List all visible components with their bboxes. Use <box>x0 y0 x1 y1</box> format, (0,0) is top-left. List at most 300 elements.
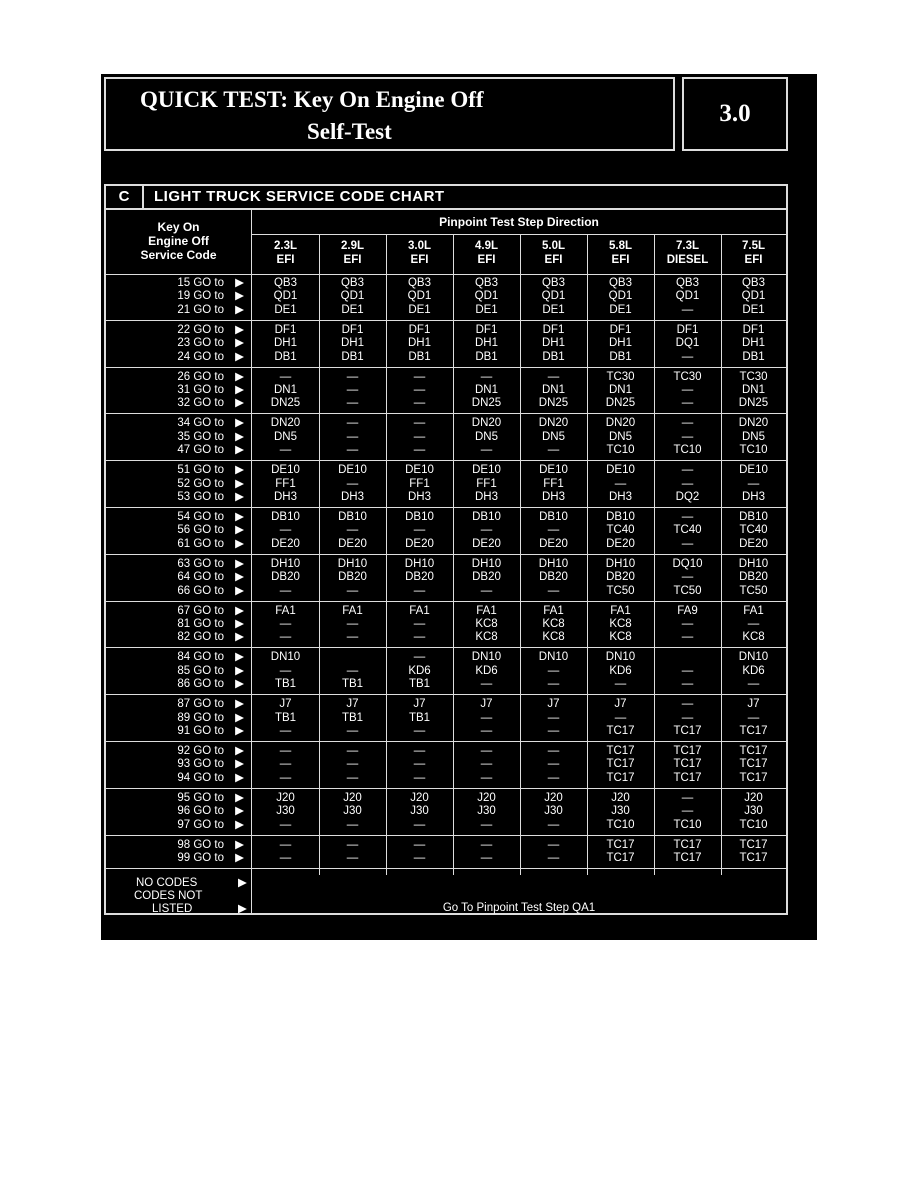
step-cell: DN20 <box>270 417 301 430</box>
page-title: QUICK TEST: Key On Engine Off <box>140 87 484 112</box>
step-cell: DN1 <box>741 384 765 396</box>
step-cell: — <box>681 511 694 523</box>
step-cell: DH10 <box>270 557 301 570</box>
step-cell: FA1 <box>610 604 631 617</box>
go-to-label: GO to <box>193 430 224 443</box>
step-cell: QD1 <box>340 290 365 303</box>
service-code: 34 <box>177 417 191 430</box>
step-cell: DB10 <box>606 511 635 523</box>
step-cell: — <box>547 584 560 597</box>
service-code-label <box>106 491 244 504</box>
step-cell: DH10 <box>738 557 769 570</box>
service-code-label <box>106 431 244 444</box>
step-cell: — <box>279 852 292 864</box>
arrow-icon: ▶ <box>235 631 244 644</box>
divider <box>106 647 786 648</box>
step-cell: DB1 <box>742 350 765 363</box>
service-code-label <box>106 511 244 524</box>
step-cell: DB20 <box>739 571 768 584</box>
step-cell: DN10 <box>270 651 301 664</box>
step-cell: TC30 <box>739 370 768 383</box>
step-cell: KC8 <box>609 631 632 644</box>
step-cell: DN25 <box>471 397 502 410</box>
service-code: 67 <box>177 604 191 617</box>
service-code-label <box>106 478 244 491</box>
step-cell: DH10 <box>404 557 435 570</box>
step-cell: DH1 <box>340 337 364 350</box>
service-code-label <box>106 290 244 303</box>
go-to-label: GO to <box>193 477 224 490</box>
step-cell: DH10 <box>605 557 636 570</box>
go-to-label: GO to <box>193 745 224 757</box>
step-cell: — <box>681 678 694 691</box>
step-cell: FA1 <box>409 604 430 617</box>
step-cell: TC10 <box>739 444 768 457</box>
step-cell: DH10 <box>471 557 502 570</box>
step-cell: — <box>480 771 493 784</box>
step-cell: QD1 <box>608 290 633 303</box>
step-cell: TC17 <box>739 758 768 771</box>
step-cell: KD6 <box>408 664 431 677</box>
step-cell: — <box>279 631 292 644</box>
service-code: 91 <box>177 725 191 737</box>
step-cell: — <box>614 711 627 724</box>
step-cell: DH3 <box>474 491 498 503</box>
step-cell: — <box>413 384 426 396</box>
step-cell: DB10 <box>271 511 300 523</box>
step-cell: DH1 <box>741 337 765 350</box>
arrow-icon: ▶ <box>235 444 244 457</box>
step-cell: TC17 <box>739 838 768 851</box>
step-cell: QD1 <box>741 290 766 303</box>
step-cell: DB20 <box>405 571 434 584</box>
divider <box>106 601 786 602</box>
step-cell: TC10 <box>739 818 768 831</box>
service-code-label <box>106 558 244 571</box>
chart-letter: C <box>106 186 144 208</box>
go-to-label: GO to <box>193 698 224 711</box>
arrow-icon: ▶ <box>238 903 247 915</box>
go-to-label: GO to <box>193 337 224 350</box>
engine-type: DIESEL <box>666 254 709 266</box>
service-code: 89 <box>177 711 191 724</box>
step-cell: — <box>547 852 560 864</box>
step-cell: DF1 <box>542 323 565 336</box>
step-cell: DN20 <box>471 417 502 430</box>
service-code: 82 <box>177 631 191 644</box>
divider <box>106 868 786 869</box>
pinpoint-header: Pinpoint Test Step Direction <box>439 215 599 229</box>
step-cell: — <box>346 838 359 851</box>
arrow-icon: ▶ <box>235 771 244 784</box>
step-cell: QD1 <box>407 290 432 303</box>
step-cell: TC17 <box>606 852 635 864</box>
step-cell: — <box>346 370 359 383</box>
codes-not-label: CODES NOT <box>134 890 203 902</box>
service-code: 93 <box>177 758 191 771</box>
step-cell: — <box>346 524 359 537</box>
step-cell: J7 <box>547 698 560 711</box>
service-code: 52 <box>177 477 191 490</box>
step-cell: — <box>681 384 694 396</box>
arrow-icon: ▶ <box>235 604 244 617</box>
service-code-label <box>106 524 244 537</box>
engine-type: EFI <box>477 254 496 266</box>
service-code: 97 <box>177 818 191 831</box>
step-cell: TB1 <box>408 711 431 724</box>
service-code-label <box>106 792 244 805</box>
step-cell: — <box>681 571 694 584</box>
step-cell: J20 <box>343 791 362 804</box>
step-cell: — <box>681 303 694 316</box>
arrow-icon: ▶ <box>235 337 244 350</box>
arrow-icon: ▶ <box>235 464 244 477</box>
step-cell: — <box>346 477 359 490</box>
step-cell: DE20 <box>405 537 434 550</box>
step-cell: — <box>681 631 694 644</box>
step-cell: — <box>547 745 560 757</box>
step-cell: DH3 <box>340 491 364 503</box>
step-cell: — <box>279 818 292 831</box>
step-cell: DN20 <box>738 417 769 430</box>
step-cell: DE1 <box>274 303 297 316</box>
step-cell: — <box>413 417 426 430</box>
go-to-label: GO to <box>193 350 224 363</box>
service-code-column-header <box>106 210 251 274</box>
step-cell: DB10 <box>338 511 367 523</box>
step-cell: TC10 <box>673 818 702 831</box>
service-code-label <box>106 384 244 397</box>
go-to-label: GO to <box>193 711 224 724</box>
service-code-label <box>106 698 244 711</box>
divider <box>252 234 786 235</box>
service-code: 21 <box>177 303 191 316</box>
step-cell: TC10 <box>673 444 702 457</box>
service-code: 92 <box>177 745 191 757</box>
service-code: 53 <box>177 491 191 503</box>
go-to-label: GO to <box>193 805 224 818</box>
go-to-label: GO to <box>193 651 224 664</box>
step-cell: — <box>413 651 426 664</box>
step-cell: DN5 <box>541 430 565 443</box>
step-cell: TC30 <box>673 370 702 383</box>
divider <box>106 320 786 321</box>
engine-size: 5.8L <box>608 240 632 252</box>
engine-type: EFI <box>343 254 362 266</box>
step-cell: DB1 <box>609 350 632 363</box>
step-cell: QB3 <box>407 277 431 289</box>
engine-type: EFI <box>611 254 630 266</box>
step-cell: — <box>681 664 694 677</box>
service-code: 96 <box>177 805 191 818</box>
step-cell: QD1 <box>273 290 298 303</box>
step-cell: — <box>480 678 493 691</box>
step-cell: FA1 <box>275 604 296 617</box>
service-code-label <box>106 417 244 430</box>
service-code-label <box>106 337 244 350</box>
service-code-label <box>106 839 244 852</box>
step-cell: — <box>547 818 560 831</box>
step-cell: DQ1 <box>675 337 700 350</box>
engine-size: 3.0L <box>407 240 431 252</box>
go-to-label: GO to <box>193 417 224 430</box>
arrow-icon: ▶ <box>235 711 244 724</box>
step-cell: TB1 <box>341 711 364 724</box>
step-cell: KC8 <box>542 631 565 644</box>
step-cell: — <box>747 477 760 490</box>
step-cell: QB3 <box>340 277 364 289</box>
divider <box>106 367 786 368</box>
step-cell: TC17 <box>673 745 702 757</box>
step-cell: DE10 <box>739 464 768 477</box>
arrow-icon: ▶ <box>235 791 244 804</box>
engine-size: 7.3L <box>675 240 699 252</box>
step-cell: J30 <box>410 805 429 818</box>
step-cell: — <box>346 852 359 864</box>
divider <box>106 554 786 555</box>
engine-type: EFI <box>544 254 563 266</box>
step-cell: — <box>279 838 292 851</box>
step-cell: DB20 <box>472 571 501 584</box>
step-cell: — <box>346 664 359 677</box>
service-code-label <box>106 631 244 644</box>
engine-type: EFI <box>276 254 295 266</box>
chart-title: LIGHT TRUCK SERVICE CODE CHART <box>154 188 445 205</box>
go-to-label: GO to <box>193 511 224 523</box>
step-cell: TB1 <box>274 678 297 691</box>
step-cell: QB3 <box>541 277 565 289</box>
go-to-label: GO to <box>193 290 224 303</box>
step-cell: DN10 <box>538 651 569 664</box>
step-cell: — <box>547 444 560 457</box>
service-code-label <box>106 464 244 477</box>
step-cell: DH3 <box>273 491 297 503</box>
go-to-label: GO to <box>193 818 224 831</box>
step-cell: — <box>346 745 359 757</box>
arrow-icon: ▶ <box>235 370 244 383</box>
step-cell: DF1 <box>341 323 364 336</box>
step-cell: DB1 <box>341 350 364 363</box>
step-cell: DN20 <box>605 417 636 430</box>
step-cell: — <box>681 464 694 477</box>
arrow-icon: ▶ <box>235 818 244 831</box>
step-cell: DE20 <box>338 537 367 550</box>
step-cell: — <box>279 524 292 537</box>
service-code-label <box>106 324 244 337</box>
step-cell: DE10 <box>405 464 434 477</box>
step-cell: QB3 <box>474 277 498 289</box>
step-cell: DE1 <box>742 303 765 316</box>
engine-size: 2.3L <box>273 240 297 252</box>
step-cell: — <box>681 805 694 818</box>
step-cell: J30 <box>343 805 362 818</box>
arrow-icon: ▶ <box>235 430 244 443</box>
step-cell: J20 <box>611 791 630 804</box>
step-cell: DB1 <box>408 350 431 363</box>
service-code-label <box>106 772 244 785</box>
step-cell: DE20 <box>739 537 768 550</box>
step-cell: — <box>346 430 359 443</box>
step-cell: TC17 <box>606 838 635 851</box>
step-cell: DQ10 <box>672 557 703 570</box>
step-cell: QD1 <box>675 290 700 303</box>
arrow-icon: ▶ <box>235 698 244 711</box>
step-cell: DE10 <box>539 464 568 477</box>
section-number: 3.0 <box>719 100 751 127</box>
step-cell: DQ2 <box>675 491 700 503</box>
step-cell: — <box>547 725 560 737</box>
go-to-label: GO to <box>193 524 224 537</box>
step-cell: DH1 <box>407 337 431 350</box>
service-code-label <box>106 304 244 317</box>
step-cell: J7 <box>614 698 627 711</box>
service-code-label <box>106 618 244 631</box>
arrow-icon: ▶ <box>235 651 244 664</box>
step-cell: J20 <box>544 791 563 804</box>
arrow-icon: ▶ <box>238 877 247 889</box>
step-cell: — <box>413 584 426 597</box>
go-to-label: GO to <box>193 604 224 617</box>
step-cell: TC17 <box>673 725 702 737</box>
service-code-label <box>106 351 244 364</box>
step-cell: J7 <box>747 698 760 711</box>
step-cell: DH1 <box>474 337 498 350</box>
service-code: 15 <box>177 277 191 289</box>
step-cell: TB1 <box>274 711 297 724</box>
step-cell: DF1 <box>408 323 431 336</box>
step-cell: QB3 <box>273 277 297 289</box>
service-code-label <box>106 605 244 618</box>
step-cell: — <box>547 678 560 691</box>
engine-column-header <box>319 235 386 273</box>
no-codes-label: NO CODES <box>136 877 198 889</box>
service-code: 32 <box>177 397 191 410</box>
step-cell: — <box>413 444 426 457</box>
step-cell: — <box>480 584 493 597</box>
step-cell: DN5 <box>608 430 632 443</box>
step-cell: — <box>413 758 426 771</box>
step-cell: — <box>681 698 694 711</box>
engine-size: 5.0L <box>541 240 565 252</box>
arrow-icon: ▶ <box>235 397 244 410</box>
step-cell: — <box>681 618 694 630</box>
step-cell: — <box>681 350 694 363</box>
step-cell: DN25 <box>538 397 569 410</box>
step-cell: FF1 <box>476 477 497 490</box>
step-cell: J30 <box>544 805 563 818</box>
service-code-label <box>106 725 244 738</box>
step-cell: — <box>346 758 359 771</box>
step-cell: — <box>480 725 493 737</box>
arrow-icon: ▶ <box>235 323 244 336</box>
step-cell: TC50 <box>606 584 635 597</box>
service-code: 31 <box>177 384 191 396</box>
go-to-label: GO to <box>193 384 224 396</box>
step-cell: — <box>346 384 359 396</box>
step-cell: J20 <box>477 791 496 804</box>
step-cell: DN25 <box>270 397 301 410</box>
step-cell: DN5 <box>741 430 765 443</box>
arrow-icon: ▶ <box>235 678 244 691</box>
service-code: 87 <box>177 698 191 711</box>
step-cell: J7 <box>346 698 359 711</box>
footer-direction: Go To Pinpoint Test Step QA1 <box>442 902 596 914</box>
step-cell: FA1 <box>543 604 564 617</box>
arrow-icon: ▶ <box>235 477 244 490</box>
step-cell: KD6 <box>609 664 632 677</box>
step-cell: TC17 <box>739 771 768 784</box>
step-cell: J7 <box>480 698 493 711</box>
step-cell: — <box>413 631 426 644</box>
step-cell: — <box>279 584 292 597</box>
step-cell: DB20 <box>338 571 367 584</box>
arrow-icon: ▶ <box>235 417 244 430</box>
service-code: 85 <box>177 664 191 677</box>
go-to-label: GO to <box>193 758 224 771</box>
step-cell: — <box>681 430 694 443</box>
go-to-label: GO to <box>193 303 224 316</box>
step-cell: DH1 <box>273 337 297 350</box>
arrow-icon: ▶ <box>235 511 244 523</box>
service-code-label <box>106 651 244 664</box>
step-cell: FF1 <box>275 477 296 490</box>
service-code-label <box>106 538 244 551</box>
go-to-label: GO to <box>193 584 224 597</box>
step-cell: DN10 <box>605 651 636 664</box>
step-cell: — <box>547 771 560 784</box>
step-cell: J30 <box>611 805 630 818</box>
step-cell: DH3 <box>541 491 565 503</box>
go-to-label: GO to <box>193 725 224 737</box>
service-code: 86 <box>177 678 191 691</box>
step-cell: — <box>681 417 694 430</box>
step-cell: DE1 <box>408 303 431 316</box>
step-cell: TC50 <box>739 584 768 597</box>
step-cell: — <box>480 370 493 383</box>
step-cell: — <box>614 678 627 691</box>
engine-column-header <box>252 235 319 273</box>
step-cell: KC8 <box>475 631 498 644</box>
step-cell: DN10 <box>738 651 769 664</box>
service-code-label <box>106 444 244 457</box>
go-to-label: GO to <box>193 771 224 784</box>
service-code: 84 <box>177 651 191 664</box>
step-cell: TB1 <box>408 678 431 691</box>
step-cell: — <box>346 631 359 644</box>
service-code-chart <box>104 184 788 915</box>
step-cell: TC17 <box>606 745 635 757</box>
arrow-icon: ▶ <box>235 537 244 550</box>
section-box <box>682 77 788 151</box>
step-cell: QD1 <box>541 290 566 303</box>
step-cell: DH3 <box>407 491 431 503</box>
service-code: 24 <box>177 350 191 363</box>
go-to-label: GO to <box>193 537 224 550</box>
step-cell: J20 <box>276 791 295 804</box>
step-cell: TC17 <box>606 771 635 784</box>
step-cell: — <box>547 664 560 677</box>
step-cell: DF1 <box>676 323 699 336</box>
service-code-label <box>106 712 244 725</box>
step-cell: — <box>747 618 760 630</box>
step-cell: TC17 <box>739 725 768 737</box>
step-cell: DB20 <box>606 571 635 584</box>
arrow-icon: ▶ <box>235 524 244 537</box>
title-box <box>104 77 675 151</box>
page-subtitle: Self-Test <box>307 119 392 144</box>
step-cell: — <box>279 664 292 677</box>
service-code-label <box>106 277 244 290</box>
